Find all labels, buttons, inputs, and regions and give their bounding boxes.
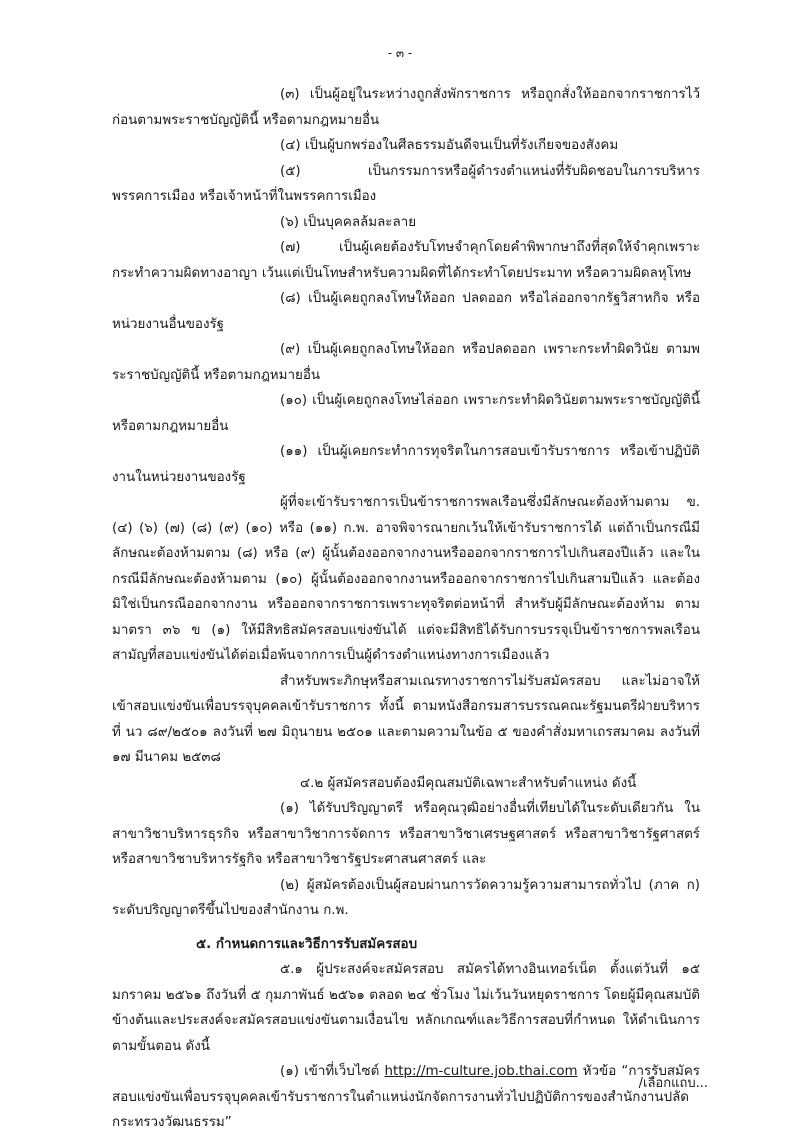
paragraph: (๓) เป็นผู้อยู่ในระหว่างถูกสั่งพักราชการ หรือถูกสั่งให้ออกจากราชการไว้ก่อนตามพระราชบัญญัตินี้ หรือตามกฎหมายอื่น [112, 87, 700, 128]
step-1-prefix: (๑) เข้าที่เว็บไซต์ [280, 1064, 385, 1079]
paragraph: (๑) ได้รับปริญญาตรี หรือคุณวุฒิอย่างอื่นที่เทียบได้ในระดับเดียวกัน ในสาขาวิชาบริหารธุรกิจ หรือสาขาวิชาการจัดการ หรือสาขาวิชาเศรษฐศาสตร์ หรือสาขาวิชารัฐศาสตร์ หรือสาขาวิชาบริหารรัฐกิจ หรือสาขาวิชารัฐประศาสนศาสตร์ และ [112, 801, 700, 867]
paragraph: ๕.๑ ผู้ประสงค์จะสมัครสอบ สมัครได้ทางอินเทอร์เน็ต ตั้งแต่วันที่ ๑๕ มกราคม ๒๕๖๑ ถึงวันที่ ๕ กุมภาพันธ์ ๒๕๖๑ ตลอด ๒๔ ชั่วโมง ไม่เว้นวันหยุดราชการ โดยผู้มีคุณสมบัติข้างต้นและประสงค์จะสมัครสอบแข่งขันตามเงื่อนไข หลักเกณฑ์และวิธีการสอบที่กำหนด ให้ดำเนินการตามขั้นตอน ดังนี้ [112, 962, 700, 1054]
paragraph: (๔) เป็นผู้บกพร่องในศีลธรรมอันดีจนเป็นที่รังเกียจของสังคม [280, 138, 619, 153]
document-body [112, 82, 700, 1136]
paragraph: ผู้ที่จะเข้ารับราชการเป็นข้าราชการพลเรือนซึ่งมีลักษณะต้องห้ามตาม ข. (๔) (๖) (๗) (๘) (๙) (๑๐) หรือ (๑๑) ก.พ. อาจพิจารณายกเว้นให้เข้ารับราชการได้ แต่ถ้าเป็นกรณีมีลักษณะต้องห้ามตาม (๘) หรือ (๙) ผู้นั้นต้องออกจากงานหรือออกจากราชการไปเกินสองปีแล้ว และในกรณีมีลักษณะต้องห้ามตาม (๑๐) ผู้นั้นต้องออกจากงานหรือออกจากราชการไปเกินสามปีแล้ว และต้องมิใช่เป็นกรณีออกจากงาน หรือออกจากราชการเพราะทุจริตต่อหน้าที่ สำหรับผู้มีลักษณะต้องห้าม ตามมาตรา ๓๖ ข (๑) ให้มีสิทธิสมัครสอบแข่งขันได้ แต่จะมีสิทธิได้รับการบรรจุเป็นข้าราชการพลเรือนสามัญที่สอบแข่งขันได้ต่อเมื่อพ้นจากการเป็นผู้ดำรงตำแหน่งทางการเมืองแล้ว [112, 495, 700, 663]
step-1-paragraph [112, 1059, 700, 1136]
paragraph: (๑๑) เป็นผู้เคยกระทำการทุจริตในการสอบเข้ารับราชการ หรือเข้าปฏิบัติงานในหน่วยงานของรัฐ [112, 444, 700, 485]
paragraph: (๒) ผู้สมัครต้องเป็นผู้สอบผ่านการวัดความรู้ความสามารถทั่วไป (ภาค ก) ระดับปริญญาตรีขึ้นไปของสำนักงาน ก.พ. [112, 877, 700, 918]
paragraph: (๗) เป็นผู้เคยต้องรับโทษจำคุกโดยคำพิพากษาถึงที่สุดให้จำคุกเพราะกระทำความผิดทางอาญา เว้นแต่เป็นโทษสำหรับความผิดที่ได้กระทำโดยประมาท หรือความผิดลหุโทษ [112, 240, 700, 281]
section-heading: ๕. กำหนดการและวิธีการรับสมัครสอบ [196, 936, 418, 952]
paragraph: (๘) เป็นผู้เคยถูกลงโทษให้ออก ปลดออก หรือไล่ออกจากรัฐวิสาหกิจ หรือหน่วยงานอื่นของรัฐ [112, 291, 700, 332]
step-1-suffix: หัวข้อ “การรับสมัครสอบแข่งขันเพื่อบรรจุบุคคลเข้ารับราชการในตำแหน่งนักจัดการงานทั่วไปปฏิบัติการของสำนักงานปลัดกระทรวงวัฒนธรรม” [112, 1064, 701, 1130]
page-number: - ๓ - [387, 46, 413, 60]
website-link[interactable]: http://m-culture.job.thai.com [384, 1064, 578, 1079]
paragraph: (๖) เป็นบุคคลล้มละลาย [280, 214, 417, 230]
paragraph: (๙) เป็นผู้เคยถูกลงโทษให้ออก หรือปลดออก เพราะกระทำผิดวินัย ตามพระราชบัญญัตินี้ หรือตามกฎหมายอื่น [112, 342, 700, 383]
paragraph: (๕) เป็นกรรมการหรือผู้ดำรงตำแหน่งที่รับผิดชอบในการบริหารพรรคการเมือง หรือเจ้าหน้าที่ในพรรคการเมือง [112, 163, 700, 204]
paragraph: ๔.๒ ผู้สมัครสอบต้องมีคุณสมบัติเฉพาะสำหรับตำแหน่ง ดังนี้ [300, 775, 637, 791]
paragraph: (๑๐) เป็นผู้เคยถูกลงโทษไล่ออก เพราะกระทำผิดวินัยตามพระราชบัญญัตินี้ หรือตามกฎหมายอื่น [112, 393, 700, 434]
continuation-note: /เลือกแถบ... [638, 1076, 708, 1091]
paragraph: สำหรับพระภิกษุหรือสามเณรทางราชการไม่รับสมัครสอบ และไม่อาจให้เข้าสอบแข่งขันเพื่อบรรจุบุคคลเข้ารับราชการ ทั้งนี้ ตามหนังสือกรมสารบรรณคณะรัฐมนตรีฝ่ายบริหาร ที่ นว ๘๙/๒๕๐๑ ลงวันที่ ๒๗ มิถุนายน ๒๕๐๑ และตามความในข้อ ๕ ของคำสั่งมหาเถรสมาคม ลงวันที่ ๑๗ มีนาคม ๒๕๓๘ [112, 673, 700, 765]
